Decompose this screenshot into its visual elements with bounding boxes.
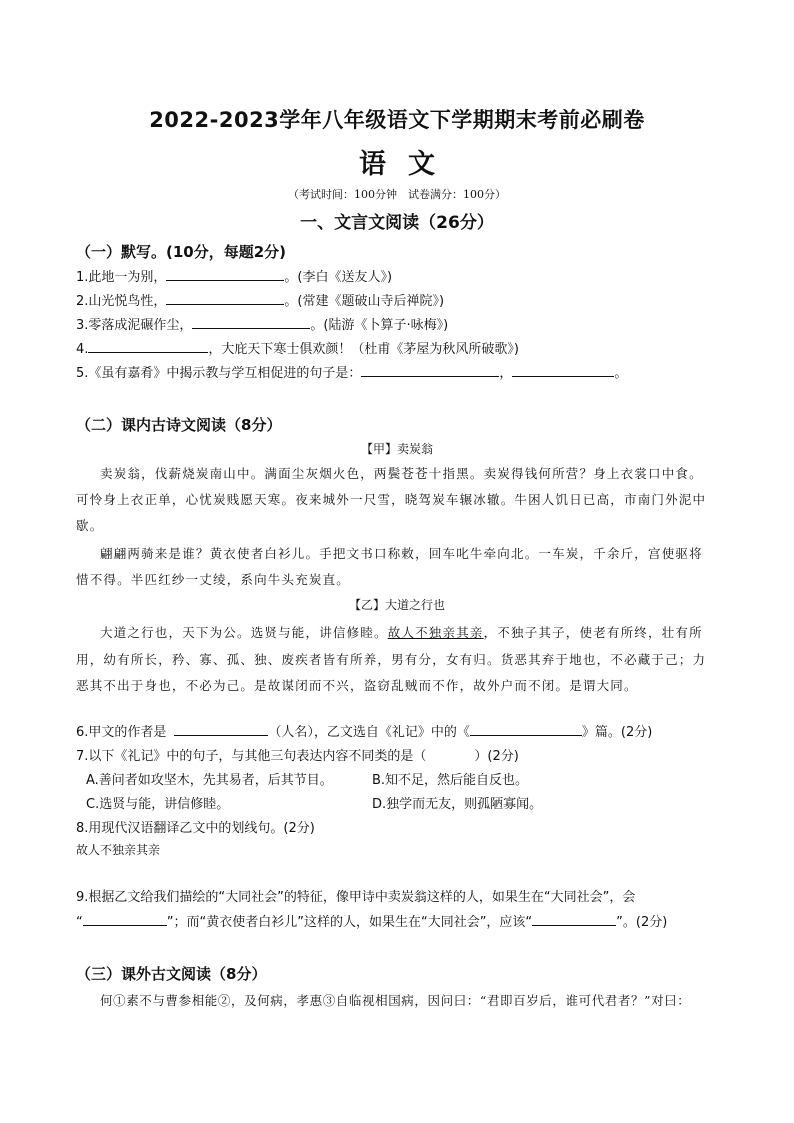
q6-blank-author[interactable] xyxy=(174,721,268,736)
question-8: 8.用现代汉语翻译乙文中的划线句。(2分) xyxy=(76,821,315,836)
question-4 xyxy=(76,338,519,357)
part3-heading: （三）课外古文阅读（8分） xyxy=(76,965,267,983)
section-title: 一、文言文阅读（26分） xyxy=(300,213,494,233)
q3-suffix: 。(陆游《卜算子·咏梅》) xyxy=(310,318,449,333)
part2-heading: （二）课内古诗文阅读（8分） xyxy=(76,416,282,434)
question-2 xyxy=(76,290,444,309)
q5-blank-1[interactable] xyxy=(361,362,499,377)
passage-jia-line: 卖炭翁，伐薪烧炭南山中。满面尘灰烟火色，两鬓苍苍十指黑。卖炭得钱何所营？身上衣裳口中食。 xyxy=(100,466,703,481)
q3-prefix: 3.零落成泥碾作尘， xyxy=(76,318,193,333)
q8-sentence: 故人不独亲其亲 xyxy=(76,843,161,857)
q6-middle: （人名），乙文选自《礼记》中的《 xyxy=(268,725,470,740)
question-9-line2 xyxy=(76,911,667,930)
q7-option-b: B.知不足，然后能自反也。 xyxy=(372,773,529,788)
q4-suffix: ，大庇天下寒士俱欢颜！（杜甫《茅屋为秋风所破歌》) xyxy=(208,342,519,357)
q6-blank-title[interactable] xyxy=(470,721,582,736)
subject-title: 语文 xyxy=(359,149,457,180)
underlined-sentence: 故人不独亲其亲 xyxy=(387,625,484,640)
exam-title: 2022-2023学年八年级语文下学期期末考前必刷卷 xyxy=(149,108,645,132)
passage-yi-text: 大道之行也，天下为公。选贤与能，讲信修睦。 xyxy=(100,625,388,640)
q2-prefix: 2.山光悦鸟性， xyxy=(76,294,167,309)
q7-stem-suffix: ）(2分) xyxy=(474,749,519,764)
q1-blank[interactable] xyxy=(166,266,284,281)
q6-suffix: 》篇。(2分) xyxy=(581,725,653,740)
passage-yi-title: 【乙】大道之行也 xyxy=(348,598,445,612)
q6-prefix: 6.甲文的作者是 xyxy=(76,725,167,740)
question-3 xyxy=(76,314,448,333)
passage-yi-line: 用，幼有所长，矜、寡、孤、独、废疾者皆有所养，男有分，女有归。货恶其弃于地也，不必藏于己；力 xyxy=(76,652,707,667)
q9-quote-open: “ xyxy=(76,915,83,930)
q7-stem: 7.以下《礼记》中的句子，与其他三句表达内容不同类的是（ xyxy=(76,749,427,764)
q9-middle: ”；而“黄衣使者白衫儿”这样的人，如果生在“大同社会”，应该“ xyxy=(166,915,533,930)
question-1 xyxy=(76,266,392,285)
question-9: 9.根据乙文给我们描绘的“大同社会”的特征，像甲诗中卖炭翁这样的人，如果生在“大同社会”，会 xyxy=(76,890,636,905)
q7-option-c: C.选贤与能，讲信修睦。 xyxy=(86,797,230,812)
q5-blank-2[interactable] xyxy=(512,362,614,377)
q4-prefix: 4. xyxy=(76,342,89,357)
question-5 xyxy=(76,362,627,381)
q5-suffix: 。 xyxy=(614,366,628,381)
q1-suffix: 。(李白《送友人》) xyxy=(284,270,393,285)
passage-jia-line: 翩翩两骑来是谁？黄衣使者白衫儿。手把文书口称敕，回车叱牛牵向北。一车炭，千余斤，宫使驱将 xyxy=(100,546,703,561)
exam-info: （考试时间：100分钟 试卷满分：100分） xyxy=(288,188,506,201)
question-6 xyxy=(76,721,652,740)
q3-blank[interactable] xyxy=(192,314,310,329)
q2-blank[interactable] xyxy=(166,290,284,305)
question-7 xyxy=(76,745,519,764)
q2-suffix: 。(常建《题破山寺后禅院》) xyxy=(284,294,445,309)
q1-prefix: 1.此地一为别， xyxy=(76,270,167,285)
q5-prefix: 5.《虽有嘉肴》中揭示教与学互相促进的句子是： xyxy=(76,366,362,381)
q7-option-d: D.独学而无友，则孤陋寡闻。 xyxy=(372,797,543,812)
q9-blank-2[interactable] xyxy=(532,911,616,926)
passage-jia-line: 歇。 xyxy=(76,518,104,533)
passage-jia-title: 【甲】卖炭翁 xyxy=(360,442,433,456)
part1-heading: （一）默写。(10分，每题2分) xyxy=(76,243,287,261)
q9-suffix: ”。(2分) xyxy=(616,915,668,930)
q4-blank[interactable] xyxy=(88,338,208,353)
passage-yi-line: 恶其不出于身也，不必为己。是故谋闭而不兴，盗窃乱贼而不作，故外户而不闭。是谓大同。 xyxy=(76,678,638,693)
passage-yi-text: ，不独子其子，使老有所终，壮有所 xyxy=(483,625,703,640)
q9-blank-1[interactable] xyxy=(83,911,167,926)
passage-jia-line: 可怜身上衣正单，心忧炭贱愿天寒。夜来城外一尺雪，晓驾炭车辗冰辙。牛困人饥日已高，市南门外泥中 xyxy=(76,492,707,507)
q5-separator: ， xyxy=(499,366,513,381)
passage-yi-line xyxy=(100,623,703,641)
passage-part3-line: 何①素不与曹参相能②，及何病，孝惠③自临视相国病，因问曰：“君即百岁后，谁可代君者？”对曰： xyxy=(100,993,691,1008)
q7-option-a: A.善问者如攻坚木，先其易者，后其节目。 xyxy=(86,773,333,788)
passage-jia-line: 惜不得。半匹红纱一丈绫，系向牛头充炭直。 xyxy=(76,572,351,587)
